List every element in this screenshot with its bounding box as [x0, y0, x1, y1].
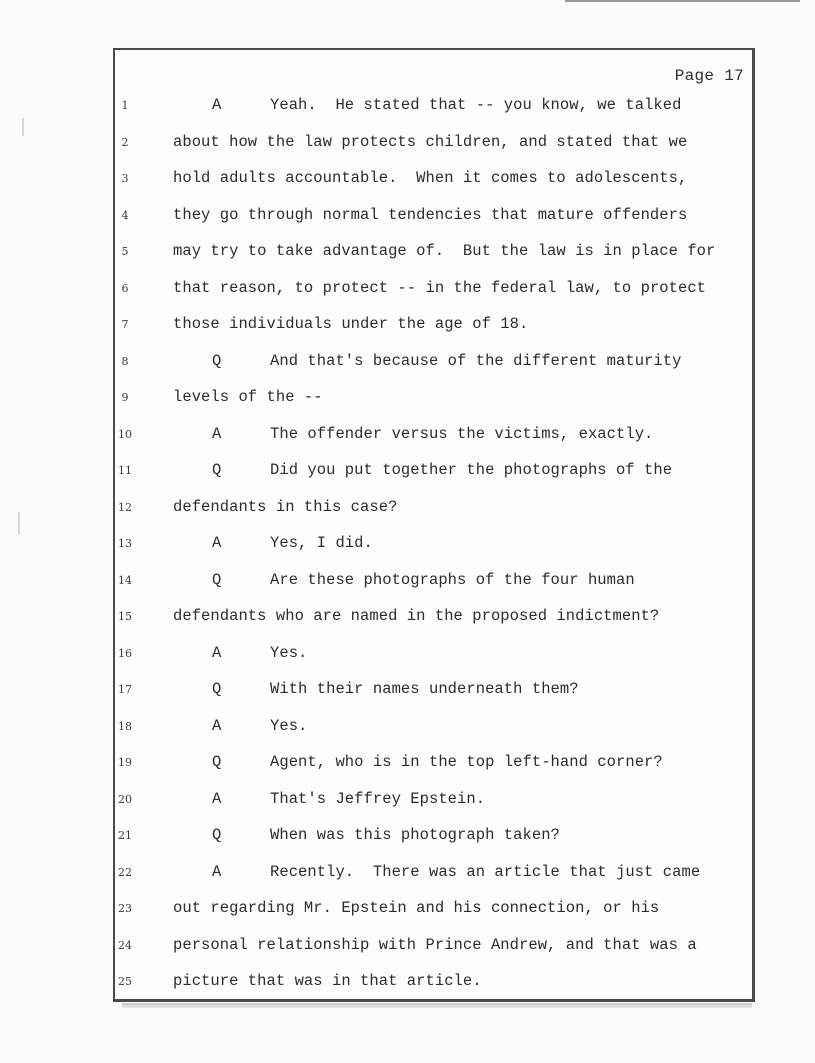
transcript-line: [0, 388, 815, 410]
line-number: 15: [118, 610, 132, 623]
line-number: 13: [118, 537, 132, 550]
line-text: Recently. There was an article that just came: [270, 862, 701, 881]
transcript-line: [0, 607, 815, 629]
page-shadow: [122, 1003, 752, 1008]
transcript-line: [0, 899, 815, 921]
line-text: And that's because of the different maturity: [270, 351, 682, 370]
transcript-line: [0, 644, 815, 666]
line-number: 3: [121, 172, 129, 185]
line-text: Agent, who is in the top left-hand corner?: [270, 753, 663, 771]
line-text: they go through normal tendencies that mature offenders: [173, 205, 688, 224]
line-text: that reason, to protect -- in the federal law, to protect: [173, 278, 707, 297]
line-number: 5: [121, 245, 129, 258]
line-number: 16: [118, 646, 132, 660]
transcript-line: [0, 534, 815, 556]
line-text: Yes.: [270, 716, 308, 735]
line-text: defendants who are named in the proposed indictment?: [173, 607, 660, 625]
line-number: 19: [118, 756, 132, 769]
speaker-label: A: [212, 716, 222, 735]
transcript-line: [0, 863, 815, 885]
transcript-line: [0, 826, 815, 848]
line-text: picture that was in that article.: [173, 972, 482, 990]
transcript-line: [0, 96, 815, 118]
line-number: 22: [118, 865, 132, 879]
line-number: 18: [118, 719, 132, 733]
transcript-line: [0, 279, 815, 301]
line-text: Yes, I did.: [270, 534, 373, 552]
transcript-page-frame: [113, 48, 755, 1002]
line-number: 10: [118, 427, 132, 441]
transcript-line: [0, 461, 815, 483]
line-number: 2: [121, 135, 129, 149]
line-text: about how the law protects children, and stated that we: [173, 132, 688, 151]
line-text: Did you put together the photographs of the: [270, 461, 673, 479]
speaker-label: A: [212, 643, 222, 662]
line-number: 25: [118, 975, 132, 988]
line-text: defendants in this case?: [173, 497, 398, 516]
speaker-label: Q: [212, 570, 222, 589]
transcript-line: [0, 936, 815, 958]
transcript-line: [0, 753, 815, 775]
transcript-line: [0, 790, 815, 812]
line-text: Yes.: [270, 643, 308, 662]
speaker-label: Q: [212, 753, 222, 771]
line-text: That's Jeffrey Epstein.: [270, 789, 486, 808]
transcript-line: [0, 717, 815, 739]
line-text: When was this photograph taken?: [270, 826, 560, 844]
scan-top-edge-line: [565, 0, 800, 2]
line-number: 1: [121, 99, 129, 112]
line-text: out regarding Mr. Epstein and his connection, or his: [173, 899, 660, 917]
speaker-label: Q: [212, 680, 222, 698]
line-number: 11: [118, 464, 132, 477]
transcript-line: [0, 571, 815, 593]
line-number: 24: [118, 938, 132, 952]
line-text: Are these photographs of the four human: [270, 570, 635, 589]
line-text: Yeah. He stated that -- you know, we talked: [270, 96, 682, 114]
transcript-line: [0, 169, 815, 191]
transcript-line: [0, 242, 815, 264]
transcript-line: [0, 133, 815, 155]
speaker-label: Q: [212, 826, 222, 844]
line-text: The offender versus the victims, exactly.: [270, 424, 654, 443]
speaker-label: A: [212, 862, 222, 881]
line-text: personal relationship with Prince Andrew, and that was a: [173, 935, 697, 954]
speaker-label: A: [212, 789, 222, 808]
line-text: hold adults accountable. When it comes to adolescents,: [173, 169, 688, 187]
transcript-line: [0, 425, 815, 447]
line-text: those individuals under the age of 18.: [173, 315, 529, 333]
transcript-line: [0, 206, 815, 228]
line-number: 17: [118, 683, 132, 696]
line-number: 6: [121, 281, 129, 295]
speaker-label: Q: [212, 461, 222, 479]
speaker-label: Q: [212, 351, 222, 370]
line-number: 8: [121, 354, 129, 368]
line-text: With their names underneath them?: [270, 680, 579, 698]
line-number: 14: [118, 573, 132, 587]
line-number: 7: [121, 318, 129, 331]
line-number: 21: [118, 829, 132, 842]
speaker-label: A: [212, 534, 222, 552]
transcript-line: [0, 972, 815, 994]
speaker-label: A: [212, 424, 222, 443]
line-number: 12: [118, 500, 132, 514]
line-text: levels of the --: [173, 388, 323, 406]
line-text: may try to take advantage of. But the law is in place for: [173, 242, 716, 260]
line-number: 9: [121, 391, 129, 404]
line-number: 23: [118, 902, 132, 915]
speaker-label: A: [212, 96, 222, 114]
transcript-line: [0, 680, 815, 702]
transcript-line: [0, 315, 815, 337]
transcript-line: [0, 498, 815, 520]
transcript-line: [0, 352, 815, 374]
line-number: 4: [121, 208, 129, 222]
line-number: 20: [118, 792, 132, 806]
page-number: Page 17: [674, 67, 744, 85]
